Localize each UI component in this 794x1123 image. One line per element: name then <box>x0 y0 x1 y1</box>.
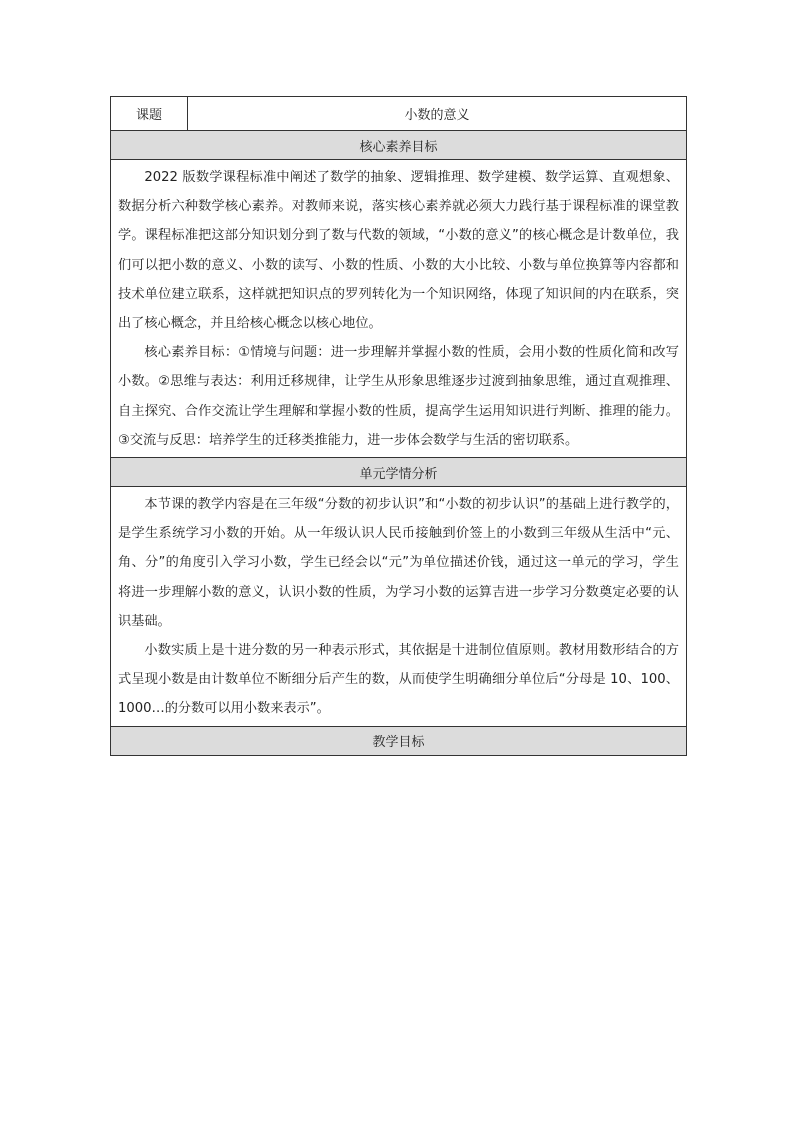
lesson-title-label: 课题 <box>111 97 188 130</box>
lesson-plan-table <box>110 96 687 756</box>
paragraph: 2022 版数学课程标准中阐述了数学的抽象、逻辑推理、数学建模、数学运算、直观想象、数据分析六种数学核心素养。对教师来说，落实核心素养就必须大力践行基于课程标准的课堂教学。课程标准把这部分知识划分到了数与代数的领域，“小数的意义”的核心概念是计数单位，我们可以把小数的意义、小数的读写、小数的性质、小数的大小比较、小数与单位换算等内容都和技术单位建立联系，这样就把知识点的罗列转化为一个知识网络，体现了知识间的内在联系，突出了核心概念，并且给核心概念以核心地位。 <box>118 170 679 332</box>
section-body-learning-analysis <box>111 486 686 726</box>
paragraph: 核心素养目标：①情境与问题：进一步理解并掌握小数的性质，会用小数的性质化简和改写小数。②思维与表达：利用迁移规律，让学生从形象思维逐步过渡到抽象思维，通过直观推理、自主探究、合作交流让学生理解和掌握小数的性质，提高学生运用知识进行判断、推理的能力。③交流与反思：培养学生的迁移类推能力，进一步体会数学与生活的密切联系。 <box>118 345 679 448</box>
section-header-learning-analysis: 单元学情分析 <box>111 457 686 486</box>
paragraph: 本节课的教学内容是在三年级“分数的初步认识”和“小数的初步认识”的基础上进行教学的，是学生系统学习小数的开始。从一年级认识人民币接触到价签上的小数到三年级从生活中“元、角、分”的角度引入学习小数，学生已经会以“元”为单位描述价钱，通过这一单元的学习，学生将进一步理解小数的意义，认识小数的性质，为学习小数的运算吉进一步学习分数奠定必要的认识基础。 <box>118 497 679 629</box>
paragraph: 小数实质上是十进分数的另一种表示形式，其依据是十进制位值原则。教材用数形结合的方式呈现小数是由计数单位不断细分后产生的数，从而使学生明确细分单位后“分母是 10、100、1000…的分数可以用小数来表示”。 <box>118 643 679 717</box>
lesson-title-value: 小数的意义 <box>404 108 470 123</box>
section-body-core-literacy <box>111 159 686 457</box>
lesson-title-row <box>111 97 686 130</box>
section-header-core-literacy: 核心素养目标 <box>111 130 686 159</box>
section-header-teaching-goals: 教学目标 <box>111 726 686 755</box>
